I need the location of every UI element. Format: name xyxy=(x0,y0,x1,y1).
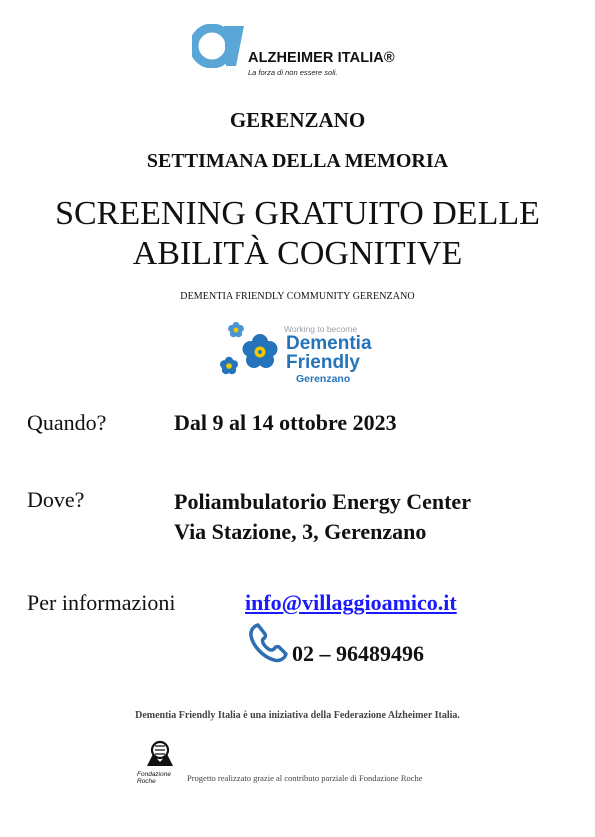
when-label: Quando? xyxy=(27,410,107,435)
where-value-line-2: Via Stazione, 3, Gerenzano xyxy=(174,519,427,544)
when-value: Dal 9 al 14 ottobre 2023 xyxy=(174,410,397,435)
sponsor-line-2: Roche xyxy=(137,777,156,785)
phone-number: 02 – 96489496 xyxy=(292,641,424,666)
where-label: Dove? xyxy=(27,487,85,512)
sponsor-line-1: Fondazione xyxy=(137,771,171,778)
alzheimer-italia-logo-icon xyxy=(192,24,246,68)
email-link[interactable]: info@villaggioamico.it xyxy=(245,590,457,615)
page-title xyxy=(0,194,595,274)
project-note: Progetto realizzato grazie al contributo parziale di Fondazione Roche xyxy=(187,773,423,783)
df-place: Gerenzano xyxy=(296,373,351,385)
event-week: SETTIMANA DELLA MEMORIA xyxy=(146,150,449,172)
alzheimer-italia-logo xyxy=(192,24,407,80)
roche-foundation-icon xyxy=(143,740,177,770)
where-value xyxy=(174,487,471,547)
headline-line-1: SCREENING GRATUITO DELLE xyxy=(55,195,540,232)
headline-line-2: ABILITÀ COGNITIVE xyxy=(132,235,463,272)
df-name-line-2: Friendly xyxy=(286,352,360,373)
sponsor-name xyxy=(137,772,189,785)
community-label: DEMENTIA FRIENDLY COMMUNITY GERENZANO xyxy=(180,291,415,302)
org-name: ALZHEIMER ITALIA® xyxy=(248,50,395,66)
roche-foundation-logo xyxy=(137,740,189,786)
df-name-line-1: Dementia xyxy=(286,333,372,354)
forget-me-not-icon xyxy=(216,320,282,382)
df-top-text: Working to become xyxy=(284,324,358,334)
event-location: GERENZANO xyxy=(229,108,366,132)
where-value-line-1: Poliambulatorio Energy Center xyxy=(174,489,471,514)
org-tagline: La forza di non essere soli. xyxy=(248,68,338,77)
dementia-friendly-logo xyxy=(216,320,386,390)
df-name xyxy=(286,334,372,372)
info-label: Per informazioni xyxy=(27,590,176,615)
phone-icon xyxy=(247,622,289,664)
footer-note: Dementia Friendly Italia è una iniziativa della Federazione Alzheimer Italia. xyxy=(135,710,460,721)
